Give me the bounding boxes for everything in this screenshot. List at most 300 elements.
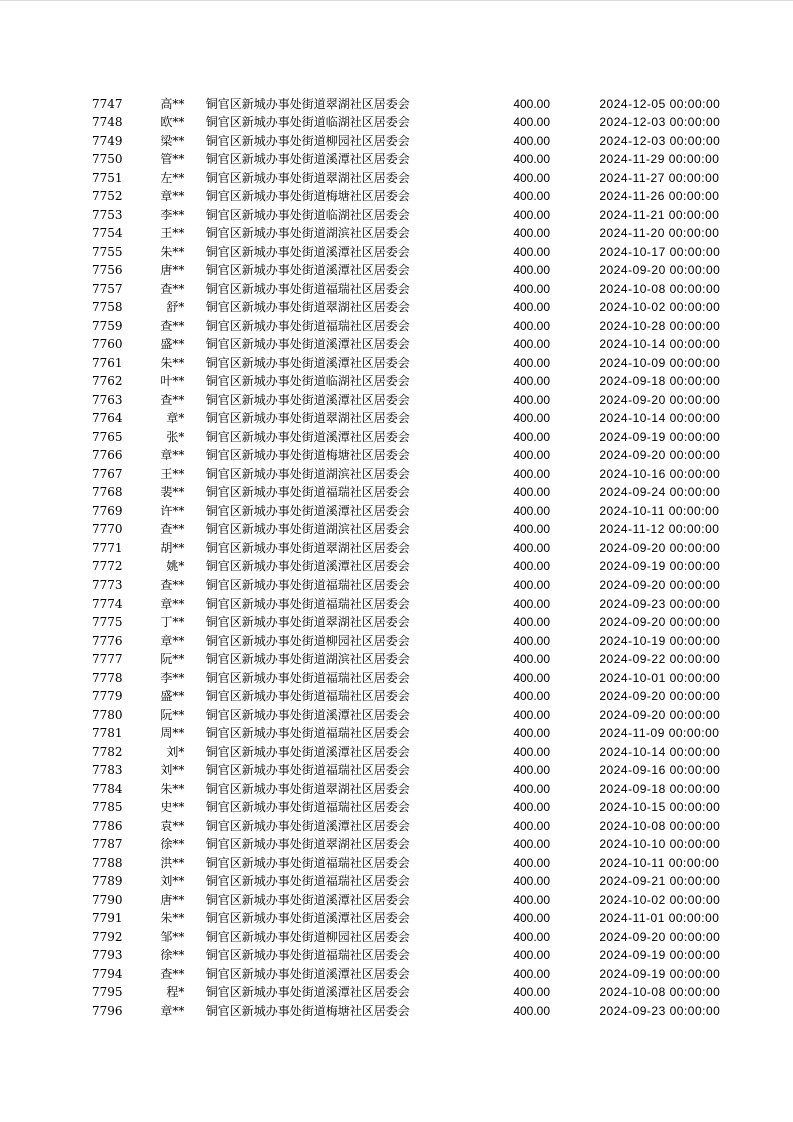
organization-name: 铜官区新城办事处街道湖滨社区居委会 xyxy=(205,522,410,537)
table-row xyxy=(0,354,793,373)
record-id: 7769 xyxy=(92,503,123,518)
organization-name: 铜官区新城办事处街道溪潭社区居委会 xyxy=(205,892,410,907)
record-id: 7790 xyxy=(92,892,123,907)
amount-value: 400.00 xyxy=(513,170,551,185)
record-id: 7754 xyxy=(92,226,123,241)
table-row xyxy=(0,983,793,1002)
amount-value: 400.00 xyxy=(513,448,551,463)
record-datetime: 2024-11-21 00:00:00 xyxy=(599,207,720,222)
record-id: 7749 xyxy=(92,133,123,148)
person-name-masked: 朱** xyxy=(160,355,185,370)
table-row xyxy=(0,483,793,502)
organization-name: 铜官区新城办事处街道翠湖社区居委会 xyxy=(205,781,410,796)
record-datetime: 2024-10-02 00:00:00 xyxy=(599,892,721,907)
record-datetime: 2024-09-20 00:00:00 xyxy=(599,578,721,592)
record-datetime: 2024-11-27 00:00:00 xyxy=(599,170,720,185)
table-row xyxy=(0,706,793,725)
table-row xyxy=(0,335,793,354)
person-name-masked: 阮** xyxy=(160,707,185,722)
organization-name: 铜官区新城办事处街道福瑞社区居委会 xyxy=(205,800,410,815)
amount-value: 400.00 xyxy=(513,781,551,796)
organization-name: 铜官区新城办事处街道溪潭社区居委会 xyxy=(205,818,410,833)
person-name-masked: 邹** xyxy=(160,929,185,944)
organization-name: 铜官区新城办事处街道翠湖社区居委会 xyxy=(205,837,410,852)
organization-name: 铜官区新城办事处街道柳园社区居委会 xyxy=(205,633,410,648)
record-id: 7747 xyxy=(92,96,123,111)
record-id: 7759 xyxy=(92,318,123,333)
record-id: 7788 xyxy=(92,855,123,870)
table-row xyxy=(0,502,793,521)
organization-name: 铜官区新城办事处街道溪潭社区居委会 xyxy=(205,355,410,370)
organization-name: 铜官区新城办事处街道翠湖社区居委会 xyxy=(205,96,410,111)
organization-name: 铜官区新城办事处街道福瑞社区居委会 xyxy=(205,485,410,500)
organization-name: 铜官区新城办事处街道福瑞社区居委会 xyxy=(205,948,410,963)
record-id: 7771 xyxy=(92,540,123,555)
amount-value: 400.00 xyxy=(513,207,551,222)
record-id: 7793 xyxy=(92,948,123,963)
amount-value: 400.00 xyxy=(513,985,551,1000)
organization-name: 铜官区新城办事处街道翠湖社区居委会 xyxy=(205,615,410,630)
record-id: 7779 xyxy=(92,689,123,704)
record-id: 7748 xyxy=(92,115,123,130)
amount-value: 400.00 xyxy=(513,411,551,426)
payment-records-table xyxy=(0,95,793,1021)
record-id: 7758 xyxy=(92,300,123,315)
amount-value: 400.00 xyxy=(513,578,551,592)
amount-value: 400.00 xyxy=(513,226,551,241)
organization-name: 铜官区新城办事处街道柳园社区居委会 xyxy=(205,133,410,148)
record-id: 7755 xyxy=(92,244,123,259)
record-datetime: 2024-10-14 00:00:00 xyxy=(599,744,721,759)
organization-name: 铜官区新城办事处街道临湖社区居委会 xyxy=(205,374,410,389)
record-datetime: 2024-11-26 00:00:00 xyxy=(599,189,720,204)
record-datetime: 2024-09-18 00:00:00 xyxy=(599,781,721,796)
person-name-masked: 高** xyxy=(160,96,185,111)
record-id: 7765 xyxy=(92,429,123,444)
amount-value: 400.00 xyxy=(513,485,551,500)
person-name-masked: 查** xyxy=(160,392,185,407)
record-datetime: 2024-09-19 00:00:00 xyxy=(599,948,721,963)
record-id: 7786 xyxy=(92,818,123,833)
person-name-masked: 刘** xyxy=(160,763,185,778)
table-row xyxy=(0,595,793,614)
record-id: 7750 xyxy=(92,152,123,167)
person-name-masked: 叶** xyxy=(160,374,185,389)
person-name-masked: 左** xyxy=(160,170,185,185)
table-row xyxy=(0,817,793,836)
record-datetime: 2024-09-18 00:00:00 xyxy=(599,374,721,389)
person-name-masked: 袁** xyxy=(160,818,185,833)
organization-name: 铜官区新城办事处街道翠湖社区居委会 xyxy=(205,411,410,426)
record-id: 7757 xyxy=(92,281,123,296)
organization-name: 铜官区新城办事处街道梅塘社区居委会 xyxy=(205,448,410,463)
record-id: 7770 xyxy=(92,522,123,537)
amount-value: 400.00 xyxy=(513,818,551,833)
record-id: 7774 xyxy=(92,596,123,611)
person-name-masked: 梁** xyxy=(160,133,185,148)
person-name-masked: 洪** xyxy=(160,855,185,870)
organization-name: 铜官区新城办事处街道福瑞社区居委会 xyxy=(205,726,410,741)
person-name-masked: 唐** xyxy=(160,263,185,278)
record-id: 7767 xyxy=(92,466,123,481)
record-datetime: 2024-09-19 00:00:00 xyxy=(599,966,721,981)
organization-name: 铜官区新城办事处街道溪潭社区居委会 xyxy=(205,503,410,518)
person-name-masked: 章** xyxy=(160,189,185,204)
record-datetime: 2024-10-01 00:00:00 xyxy=(599,670,721,685)
person-name-masked: 王** xyxy=(160,226,185,241)
organization-name: 铜官区新城办事处街道福瑞社区居委会 xyxy=(205,763,410,778)
amount-value: 400.00 xyxy=(513,707,551,722)
organization-name: 铜官区新城办事处街道翠湖社区居委会 xyxy=(205,300,410,315)
organization-name: 铜官区新城办事处街道福瑞社区居委会 xyxy=(205,874,410,889)
person-name-masked: 阮** xyxy=(160,652,185,667)
person-name-masked: 章** xyxy=(160,1003,185,1018)
record-datetime: 2024-10-08 00:00:00 xyxy=(599,818,721,833)
amount-value: 400.00 xyxy=(513,503,551,518)
organization-name: 铜官区新城办事处街道湖滨社区居委会 xyxy=(205,652,410,667)
record-datetime: 2024-10-14 00:00:00 xyxy=(599,337,721,352)
record-id: 7756 xyxy=(92,263,123,278)
record-datetime: 2024-09-16 00:00:00 xyxy=(599,763,721,778)
table-row xyxy=(0,261,793,280)
record-datetime: 2024-12-03 00:00:00 xyxy=(599,115,721,130)
record-datetime: 2024-10-11 00:00:00 xyxy=(599,503,720,518)
record-id: 7784 xyxy=(92,781,123,796)
organization-name: 铜官区新城办事处街道溪潭社区居委会 xyxy=(205,911,410,926)
record-datetime: 2024-11-29 00:00:00 xyxy=(599,152,720,167)
person-name-masked: 章** xyxy=(160,448,185,463)
organization-name: 铜官区新城办事处街道溪潭社区居委会 xyxy=(205,429,410,444)
record-id: 7762 xyxy=(92,374,123,389)
table-row xyxy=(0,95,793,114)
table-row xyxy=(0,724,793,743)
amount-value: 400.00 xyxy=(513,133,551,148)
amount-value: 400.00 xyxy=(513,540,551,555)
person-name-masked: 徐** xyxy=(160,948,185,963)
person-name-masked: 刘** xyxy=(160,874,185,889)
table-row xyxy=(0,743,793,762)
table-row xyxy=(0,539,793,558)
table-row xyxy=(0,835,793,854)
record-datetime: 2024-09-20 00:00:00 xyxy=(599,615,721,630)
person-name-masked: 程* xyxy=(166,985,185,1000)
organization-name: 铜官区新城办事处街道湖滨社区居委会 xyxy=(205,466,410,481)
amount-value: 400.00 xyxy=(513,392,551,407)
table-row xyxy=(0,391,793,410)
amount-value: 400.00 xyxy=(513,244,551,259)
amount-value: 400.00 xyxy=(513,189,551,204)
organization-name: 铜官区新城办事处街道溪潭社区居委会 xyxy=(205,152,410,167)
record-id: 7794 xyxy=(92,966,123,981)
person-name-masked: 唐** xyxy=(160,892,185,907)
person-name-masked: 朱** xyxy=(160,911,185,926)
organization-name: 铜官区新城办事处街道溪潭社区居委会 xyxy=(205,559,410,574)
record-datetime: 2024-09-19 00:00:00 xyxy=(599,559,721,574)
record-datetime: 2024-10-08 00:00:00 xyxy=(599,985,721,1000)
person-name-masked: 许** xyxy=(160,503,185,518)
organization-name: 铜官区新城办事处街道溪潭社区居委会 xyxy=(205,966,410,981)
amount-value: 400.00 xyxy=(513,337,551,352)
person-name-masked: 裴** xyxy=(160,485,185,500)
amount-value: 400.00 xyxy=(513,948,551,963)
amount-value: 400.00 xyxy=(513,1003,551,1018)
amount-value: 400.00 xyxy=(513,429,551,444)
person-name-masked: 管** xyxy=(160,152,185,167)
amount-value: 400.00 xyxy=(513,855,551,870)
record-datetime: 2024-09-19 00:00:00 xyxy=(599,429,721,444)
person-name-masked: 舒* xyxy=(166,300,185,315)
person-name-masked: 查** xyxy=(160,281,185,296)
record-id: 7792 xyxy=(92,929,123,944)
record-datetime: 2024-10-17 00:00:00 xyxy=(599,244,721,259)
table-row xyxy=(0,669,793,688)
table-row xyxy=(0,780,793,799)
record-datetime: 2024-10-14 00:00:00 xyxy=(599,411,721,426)
organization-name: 铜官区新城办事处街道梅塘社区居委会 xyxy=(205,189,410,204)
amount-value: 400.00 xyxy=(513,652,551,667)
table-row xyxy=(0,409,793,428)
record-datetime: 2024-10-08 00:00:00 xyxy=(599,281,721,296)
person-name-masked: 刘* xyxy=(166,744,185,759)
amount-value: 400.00 xyxy=(513,559,551,574)
person-name-masked: 李** xyxy=(160,207,185,222)
amount-value: 400.00 xyxy=(513,522,551,537)
record-id: 7795 xyxy=(92,985,123,1000)
amount-value: 400.00 xyxy=(513,744,551,759)
person-name-masked: 朱** xyxy=(160,244,185,259)
person-name-masked: 盛** xyxy=(160,689,185,704)
record-datetime: 2024-09-22 00:00:00 xyxy=(599,652,721,667)
table-row xyxy=(0,576,793,595)
table-row xyxy=(0,428,793,447)
record-datetime: 2024-09-24 00:00:00 xyxy=(599,485,721,500)
table-row xyxy=(0,187,793,206)
table-row xyxy=(0,632,793,651)
record-datetime: 2024-10-02 00:00:00 xyxy=(599,300,721,315)
record-id: 7781 xyxy=(92,726,123,741)
record-datetime: 2024-09-23 00:00:00 xyxy=(599,1003,721,1018)
record-id: 7763 xyxy=(92,392,123,407)
amount-value: 400.00 xyxy=(513,726,551,741)
amount-value: 400.00 xyxy=(513,800,551,815)
table-row xyxy=(0,613,793,632)
record-datetime: 2024-10-16 00:00:00 xyxy=(599,466,721,481)
record-datetime: 2024-09-20 00:00:00 xyxy=(599,263,721,278)
record-id: 7787 xyxy=(92,837,123,852)
record-datetime: 2024-10-10 00:00:00 xyxy=(599,837,721,852)
organization-name: 铜官区新城办事处街道梅塘社区居委会 xyxy=(205,1003,410,1018)
table-row xyxy=(0,372,793,391)
amount-value: 400.00 xyxy=(513,300,551,315)
organization-name: 铜官区新城办事处街道湖滨社区居委会 xyxy=(205,226,410,241)
amount-value: 400.00 xyxy=(513,596,551,611)
record-id: 7766 xyxy=(92,448,123,463)
table-row xyxy=(0,446,793,465)
record-datetime: 2024-10-28 00:00:00 xyxy=(599,318,721,333)
person-name-masked: 章** xyxy=(160,596,185,611)
organization-name: 铜官区新城办事处街道临湖社区居委会 xyxy=(205,207,410,222)
organization-name: 铜官区新城办事处街道翠湖社区居委会 xyxy=(205,540,410,555)
table-row xyxy=(0,280,793,299)
organization-name: 铜官区新城办事处街道溪潭社区居委会 xyxy=(205,985,410,1000)
person-name-masked: 查** xyxy=(160,966,185,981)
organization-name: 铜官区新城办事处街道福瑞社区居委会 xyxy=(205,596,410,611)
table-row xyxy=(0,891,793,910)
record-id: 7772 xyxy=(92,559,123,574)
table-row xyxy=(0,132,793,151)
table-row xyxy=(0,520,793,539)
record-datetime: 2024-09-20 00:00:00 xyxy=(599,929,721,944)
person-name-masked: 徐** xyxy=(160,837,185,852)
record-datetime: 2024-10-15 00:00:00 xyxy=(599,800,721,815)
table-row xyxy=(0,965,793,984)
person-name-masked: 周** xyxy=(160,726,185,741)
organization-name: 铜官区新城办事处街道溪潭社区居委会 xyxy=(205,337,410,352)
record-id: 7778 xyxy=(92,670,123,685)
amount-value: 400.00 xyxy=(513,96,551,111)
record-id: 7783 xyxy=(92,763,123,778)
person-name-masked: 章** xyxy=(160,633,185,648)
organization-name: 铜官区新城办事处街道溪潭社区居委会 xyxy=(205,244,410,259)
table-row xyxy=(0,946,793,965)
record-datetime: 2024-11-01 00:00:00 xyxy=(599,911,720,926)
table-row xyxy=(0,650,793,669)
record-datetime: 2024-09-20 00:00:00 xyxy=(599,540,721,555)
record-datetime: 2024-09-20 00:00:00 xyxy=(599,689,721,704)
person-name-masked: 史** xyxy=(160,800,185,815)
record-datetime: 2024-10-11 00:00:00 xyxy=(599,855,720,870)
person-name-masked: 查** xyxy=(160,318,185,333)
organization-name: 铜官区新城办事处街道溪潭社区居委会 xyxy=(205,392,410,407)
person-name-masked: 查** xyxy=(160,522,185,537)
amount-value: 400.00 xyxy=(513,670,551,685)
amount-value: 400.00 xyxy=(513,874,551,889)
amount-value: 400.00 xyxy=(513,115,551,130)
record-datetime: 2024-11-09 00:00:00 xyxy=(599,726,720,741)
person-name-masked: 姚* xyxy=(166,559,185,574)
record-datetime: 2024-09-20 00:00:00 xyxy=(599,448,721,463)
record-datetime: 2024-09-21 00:00:00 xyxy=(599,874,721,889)
table-row xyxy=(0,909,793,928)
record-datetime: 2024-11-20 00:00:00 xyxy=(599,226,720,241)
organization-name: 铜官区新城办事处街道福瑞社区居委会 xyxy=(205,281,410,296)
amount-value: 400.00 xyxy=(513,263,551,278)
organization-name: 铜官区新城办事处街道福瑞社区居委会 xyxy=(205,670,410,685)
organization-name: 铜官区新城办事处街道福瑞社区居委会 xyxy=(205,318,410,333)
organization-name: 铜官区新城办事处街道溪潭社区居委会 xyxy=(205,744,410,759)
record-id: 7791 xyxy=(92,911,123,926)
record-datetime: 2024-11-12 00:00:00 xyxy=(599,522,720,537)
amount-value: 400.00 xyxy=(513,466,551,481)
record-id: 7785 xyxy=(92,800,123,815)
table-row xyxy=(0,206,793,225)
amount-value: 400.00 xyxy=(513,615,551,630)
amount-value: 400.00 xyxy=(513,892,551,907)
amount-value: 400.00 xyxy=(513,281,551,296)
amount-value: 400.00 xyxy=(513,837,551,852)
organization-name: 铜官区新城办事处街道柳园社区居委会 xyxy=(205,929,410,944)
table-row xyxy=(0,150,793,169)
table-row xyxy=(0,113,793,132)
record-id: 7753 xyxy=(92,207,123,222)
record-id: 7773 xyxy=(92,578,123,592)
record-id: 7776 xyxy=(92,633,123,648)
amount-value: 400.00 xyxy=(513,966,551,981)
table-row xyxy=(0,854,793,873)
record-datetime: 2024-09-20 00:00:00 xyxy=(599,392,721,407)
person-name-masked: 胡** xyxy=(160,540,185,555)
record-id: 7780 xyxy=(92,707,123,722)
record-id: 7768 xyxy=(92,485,123,500)
table-row xyxy=(0,169,793,188)
record-datetime: 2024-10-09 00:00:00 xyxy=(599,355,721,370)
organization-name: 铜官区新城办事处街道福瑞社区居委会 xyxy=(205,578,410,592)
organization-name: 铜官区新城办事处街道溪潭社区居委会 xyxy=(205,707,410,722)
table-row xyxy=(0,798,793,817)
record-id: 7777 xyxy=(92,652,123,667)
record-id: 7782 xyxy=(92,744,123,759)
person-name-masked: 李** xyxy=(160,670,185,685)
table-row xyxy=(0,465,793,484)
record-id: 7775 xyxy=(92,615,123,630)
record-datetime: 2024-10-19 00:00:00 xyxy=(599,633,721,648)
record-datetime: 2024-09-23 00:00:00 xyxy=(599,596,721,611)
table-row xyxy=(0,687,793,706)
table-row xyxy=(0,317,793,336)
organization-name: 铜官区新城办事处街道临湖社区居委会 xyxy=(205,115,410,130)
table-row xyxy=(0,243,793,262)
record-datetime: 2024-12-03 00:00:00 xyxy=(599,133,721,148)
table-row xyxy=(0,224,793,243)
amount-value: 400.00 xyxy=(513,152,551,167)
table-row xyxy=(0,557,793,576)
amount-value: 400.00 xyxy=(513,355,551,370)
organization-name: 铜官区新城办事处街道翠湖社区居委会 xyxy=(205,170,410,185)
person-name-masked: 张* xyxy=(166,429,185,444)
table-row xyxy=(0,761,793,780)
amount-value: 400.00 xyxy=(513,911,551,926)
record-id: 7751 xyxy=(92,170,123,185)
table-row xyxy=(0,928,793,947)
record-id: 7796 xyxy=(92,1003,123,1018)
table-row xyxy=(0,298,793,317)
record-id: 7752 xyxy=(92,189,123,204)
amount-value: 400.00 xyxy=(513,374,551,389)
person-name-masked: 查** xyxy=(160,578,185,592)
person-name-masked: 王** xyxy=(160,466,185,481)
amount-value: 400.00 xyxy=(513,633,551,648)
record-datetime: 2024-09-20 00:00:00 xyxy=(599,707,721,722)
person-name-masked: 盛** xyxy=(160,337,185,352)
organization-name: 铜官区新城办事处街道福瑞社区居委会 xyxy=(205,855,410,870)
record-datetime: 2024-12-05 00:00:00 xyxy=(599,96,721,111)
person-name-masked: 丁** xyxy=(160,615,185,630)
organization-name: 铜官区新城办事处街道溪潭社区居委会 xyxy=(205,263,410,278)
amount-value: 400.00 xyxy=(513,318,551,333)
table-row xyxy=(0,1002,793,1021)
record-id: 7764 xyxy=(92,411,123,426)
organization-name: 铜官区新城办事处街道福瑞社区居委会 xyxy=(205,689,410,704)
amount-value: 400.00 xyxy=(513,763,551,778)
table-row xyxy=(0,872,793,891)
record-id: 7760 xyxy=(92,337,123,352)
person-name-masked: 章* xyxy=(166,411,185,426)
person-name-masked: 朱** xyxy=(160,781,185,796)
record-id: 7789 xyxy=(92,874,123,889)
record-id: 7761 xyxy=(92,355,123,370)
person-name-masked: 欧** xyxy=(160,115,185,130)
amount-value: 400.00 xyxy=(513,689,551,704)
